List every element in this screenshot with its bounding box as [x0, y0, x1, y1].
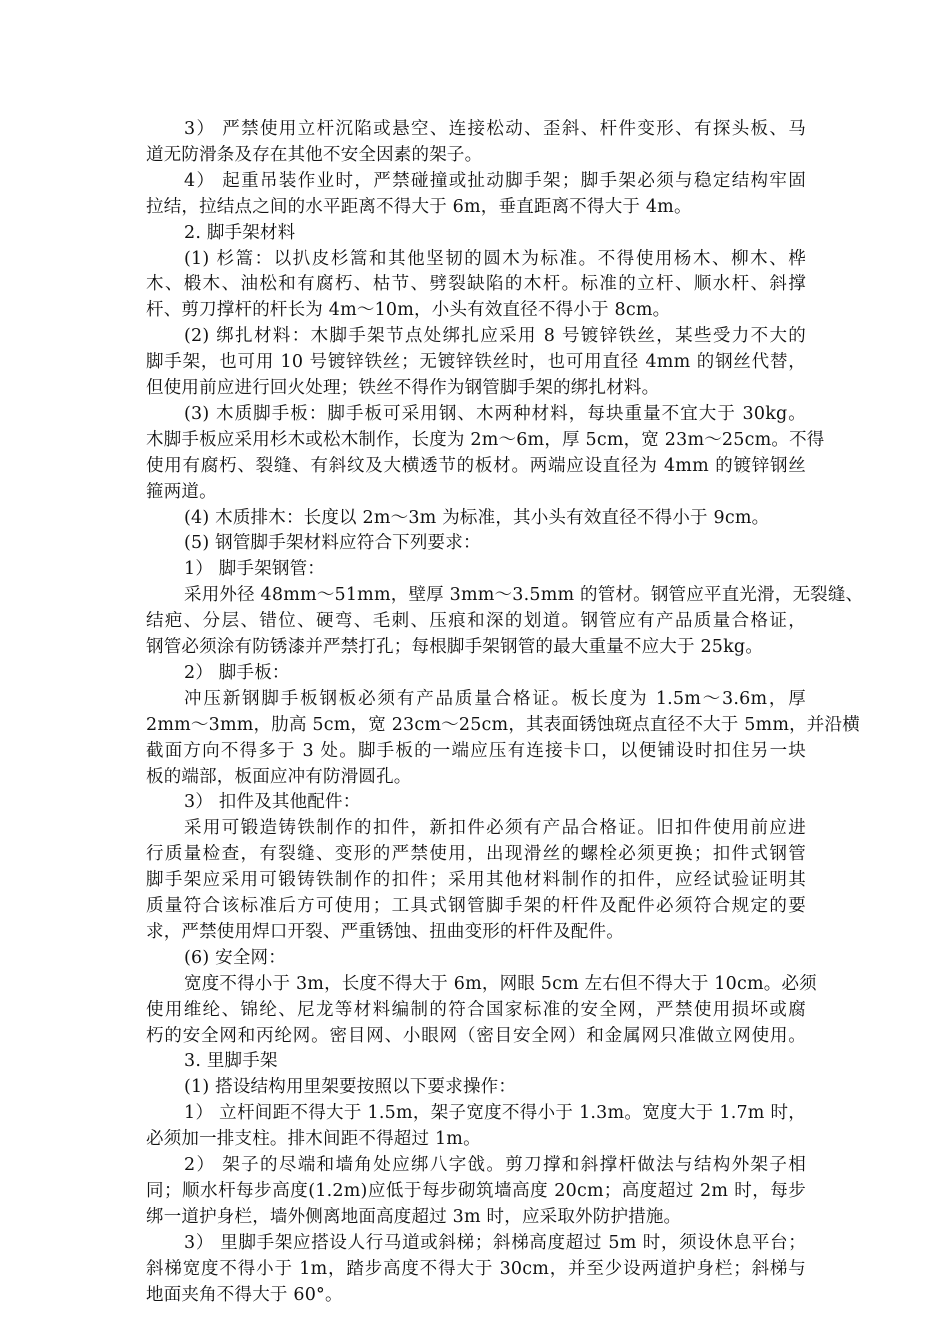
text-line: 同；顺水杆每步高度(1.2m)应低于每步砌筑墙高度 20cm；高度超过 2m 时，每步 — [146, 1180, 806, 1201]
text-line: (2) 绑扎材料：木脚手架节点处绑扎应采用 8 号镀锌铁丝，某些受力不大的 — [184, 326, 806, 347]
text-line: 必须加一排支柱。排木间距不得超过 1m。 — [146, 1129, 481, 1150]
text-line: 3） 扣件及其他配件： — [184, 792, 361, 813]
text-line: 2. 脚手架材料 — [184, 222, 296, 243]
text-line: 1） 脚手架钢管： — [184, 559, 325, 580]
text-line: 地面夹角不得大于 60°。 — [146, 1284, 343, 1305]
text-line: 钢管必须涂有防锈漆并严禁打孔；每根脚手架钢管的最大重量不应大于 25kg。 — [146, 637, 764, 657]
text-line: 结疤、分层、错位、硬弯、毛刺、压痕和深的划道。钢管应有产品质量合格证， — [146, 611, 806, 632]
text-line: 求，严禁使用焊口开裂、严重锈蚀、扭曲变形的杆件及配件。 — [146, 921, 624, 942]
text-line: 使用有腐朽、裂缝、有斜纹及大横透节的板材。两端应设直径为 4mm 的镀锌钢丝 — [146, 455, 806, 476]
text-line: 板的端部，板面应冲有防滑圆孔。 — [146, 766, 412, 787]
text-line: 箍两道。 — [146, 481, 217, 502]
text-line: 但使用前应进行回火处理；铁丝不得作为钢管脚手架的绑扎材料。 — [146, 378, 660, 398]
text-line: 采用外径 48mm～51mm，壁厚 3mm～3.5mm 的管材。钢管应平直光滑，无裂缝、 — [184, 585, 864, 606]
text-line: 拉结，拉结点之间的水平距离不得大于 6m，垂直距离不得大于 4m。 — [146, 196, 692, 217]
text-line: 宽度不得小于 3m，长度不得大于 6m，网眼 5cm 左右但不得大于 10cm。必须 — [184, 973, 817, 994]
text-line: 杆、剪刀撑杆的杆长为 4m～10m，小头有效直径不得小于 8cm。 — [146, 300, 671, 321]
text-line: 2） 脚手板： — [184, 662, 290, 683]
text-line: 截面方向不得多于 3 处。脚手板的一端应压有连接卡口，以便铺设时扣住另一块 — [146, 740, 806, 761]
text-line: (1) 搭设结构用里架要按照以下要求操作： — [184, 1077, 517, 1098]
text-line: (5) 钢管脚手架材料应符合下列要求： — [184, 533, 481, 554]
text-line: 朽的安全网和丙纶网。密目网、小眼网（密目安全网）和金属网只准做立网使用。 — [146, 1025, 806, 1046]
text-line: (1) 杉篙：以扒皮杉篙和其他坚韧的圆木为标准。不得使用杨木、柳木、桦 — [184, 248, 806, 269]
text-line: 3） 里脚手架应搭设人行马道或斜梯；斜梯高度超过 5m 时，须设休息平台； — [184, 1232, 806, 1253]
text-line: 脚手架，也可用 10 号镀锌铁丝；无镀锌铁丝时，也可用直径 4mm 的钢丝代替， — [146, 352, 806, 373]
text-line: 木脚手板应采用杉木或松木制作，长度为 2m～6m，厚 5cm，宽 23m～25cm。不得 — [146, 429, 825, 450]
text-line: 斜梯宽度不得小于 1m，踏步高度不得大于 30cm，并至少设两道护身栏；斜梯与 — [146, 1258, 806, 1279]
text-line: 脚手架应采用可锻铸铁制作的扣件；采用其他材料制作的扣件，应经试验证明其 — [146, 870, 806, 891]
text-line: (6) 安全网： — [184, 947, 286, 968]
text-line: 4） 起重吊装作业时，严禁碰撞或扯动脚手架；脚手架必须与稳定结构牢固 — [184, 170, 806, 191]
text-line: (3) 木质脚手板：脚手板可采用钢、木两种材料，每块重量不宜大于 30kg。 — [184, 403, 806, 424]
text-line: 采用可锻造铸铁制作的扣件，新扣件必须有产品合格证。旧扣件使用前应进 — [184, 818, 806, 839]
text-line: 木、椴木、油松和有腐朽、枯节、劈裂缺陷的木杆。标准的立杆、顺水杆、斜撑 — [146, 274, 806, 295]
text-line: 3） 严禁使用立杆沉陷或悬空、连接松动、歪斜、杆件变形、有探头板、马 — [184, 119, 806, 139]
text-line: 道无防滑条及存在其他不安全因素的架子。 — [146, 144, 483, 165]
text-line: 1） 立杆间距不得大于 1.5m，架子宽度不得小于 1.3m。宽度大于 1.7m 时， — [184, 1103, 806, 1124]
text-line: 使用维纶、锦纶、尼龙等材料编制的符合国家标准的安全网，严禁使用损坏或腐 — [146, 999, 806, 1020]
text-line: 质量符合该标准后方可使用；工具式钢管脚手架的杆件及配件必须符合规定的要 — [146, 896, 806, 916]
text-line: 行质量检查，有裂缝、变形的严禁使用，出现滑丝的螺栓必须更换；扣件式钢管 — [146, 844, 806, 865]
text-line: (4) 木质排木：长度以 2m～3m 为标准，其小头有效直径不得小于 9cm。 — [184, 507, 770, 528]
text-line: 2mm～3mm，肋高 5cm，宽 23cm～25cm，其表面锈蚀斑点直径不大于 5mm，并沿横 — [146, 714, 860, 735]
text-line: 2） 架子的尽端和墙角处应绑八字戗。剪刀撑和斜撑杆做法与结构外架子相 — [184, 1155, 806, 1175]
text-line: 绑一道护身栏，墙外侧离地面高度超过 3m 时，应采取外防护措施。 — [146, 1206, 682, 1227]
text-line: 3. 里脚手架 — [184, 1051, 278, 1072]
text-line: 冲压新钢脚手板钢板必须有产品质量合格证。板长度为 1.5m～3.6m，厚 — [184, 688, 806, 709]
